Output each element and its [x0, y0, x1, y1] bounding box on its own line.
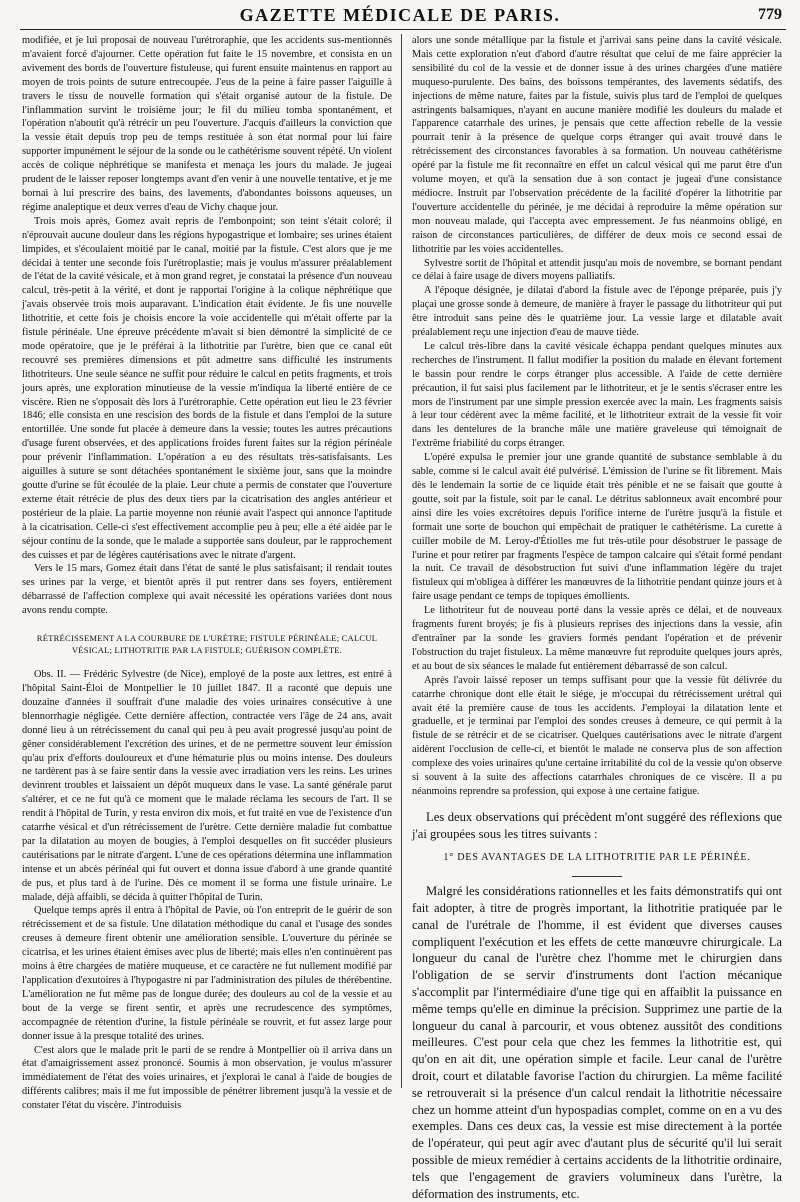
paragraph: A l'époque désignée, je dilatai d'abord la fistule avec de l'éponge préparée, puis j'y plaçai une grosse sonde à demeure, de manière à frayer le passage du lithotriteur qui put être introduit sans peine dès le quatrième jour. La vessie large et dilatable avait préalablement reçu une injection d'eau de mauve tiède. [412, 285, 782, 339]
section-heading: 1° DES AVANTAGES DE LA LITHOTRITIE PAR LE PÉRINÉE. [443, 852, 751, 864]
paragraph: Le calcul très-libre dans la cavité vésicale échappa pendant quelques minutes aux recherches de l'instrument. Il fallut modifier la position du malade en élevant fortement le bassin pour rendre le corps étranger plus accessible. A l'aide de cette dernière précaution, il fut saisi plus facilement par le lithotriteur, et je le sentis s'écraser entre les mors de l'instrument par une simple pression exercée avec la main. Les fragments saisis à leur tour cédèrent avec la même facilité, et le lithotriteur extrait de la vessie fit voir dans les dentelures de la branche mâle une matière graveleuse qui témoignait de l'extrême friabilité du corps étranger. [412, 340, 782, 450]
intro-paragraph: Les deux observations qui précèdent m'ont suggéré des réflexions que j'ai groupées sous les titres suivants : [412, 809, 782, 841]
header-rule [20, 29, 786, 30]
paragraph: L'opéré expulsa le premier jour une grande quantité de substance semblable à du sable, comme si le calcul avait été pulvérisé. L'émission de l'urine se fit librement. Mais dès le lendemain la sortie de ce liquide était très pénible et ne se faisait que goutte à goutte, soit par la fistule, soit par le canal. Le détritus sablonneux avait encombré pour ainsi dire les voies excrétoires depuis l'orifice interne de l'urètre jusqu'à la fistule et formait une sorte de bouchon qui empêchait de pratiquer le cathétérisme. La curette à cuiller mobile de M. Leroy-d'Étiolles me fut très-utile pour désobstruer le passage de l'urine et pour retirer par fragments l'espèce de tampon calcaire qui s'était formé pendant la nuit. Ce travail de désobstruction fut suivi d'une inflammation légère du trajet fistuleux qui m'obligea à différer les manœuvres de la lithotritie pendant quinze jours et à faire usage pendant ce temps de topiques émollients. [412, 452, 782, 603]
heading-rule [572, 876, 622, 877]
paragraph: Vers le 15 mars, Gomez était dans l'état de santé le plus satisfaisant; il rendait toutes ses urines par la verge, et bientôt après il put rentrer dans ses foyers, entièrement débarrassé de l'affection complexe qui avait nécessité les opérations variées dont nous avons rendu compte. [22, 563, 392, 617]
reflections-section [412, 809, 782, 1202]
page-number: 779 [758, 6, 782, 23]
paragraph: Quelque temps après il entra à l'hôpital de Pavie, où l'on entreprit de le guérir de son rétrécissement et de sa fistule. Une dilatation méthodique du canal et l'usage des sondes creuses à demeure firent obtenir une amélioration sensible. L'ouverture du périnée se cicatrisa, et les urines étaient émises avec plus de liberté; mais elles n'en continuèrent pas moins à être chargées de matière muqueuse, et ce caractère ne fut nullement modifié par l'application d'exutoires à l'hypogastre ni par l'administration des pilules de thérébentine. L'amélioration ne fut même pas de longue durée; des douleurs au col de la vessie et au bout de la verge se firent sentir, et après une recrudescence des symptômes, accompagnée de rétention d'urine, la fistule périnéale se rouvrit, et fut assez large pour donner issue à la presque totalité des urines. [22, 905, 392, 1042]
paragraph: Après l'avoir laissé reposer un temps suffisant pour que la vessie fût délivrée du catarrhe chronique dont elle était le siége, je m'occupai du rétrécissement urétral qui avait été la première cause de tous les accidents. J'employai la dilatation lente et graduelle, et je terminai par l'emploi des sondes creuses à demeure, ce qui permit à la fistule de se rétrécir et de se cicatriser. Quelques cautérisations avec le nitrate d'argent aidèrent l'occlusion de celle-ci, et bientôt le malade ne conserva plus de son affection complexe des voies urinaires qu'une certaine irritabilité du col de la vessie qu'on observe si souvent à la suite des affections catarrhales chroniques de ce viscère. Il a pu néanmoins reprendre sa profession, qui expose à une certaine fatigue. [412, 674, 782, 797]
left-column [22, 34, 392, 1112]
paragraph: Malgré les considérations rationnelles et les faits démonstratifs qui ont fait adopter, à titre de progrès important, la lithotritie pratiquée par le canal de l'urétrale de l'homme, il est évident que diverses causes compliquent l'exécution et les effets de cette manœuvre chirurgicale. La longueur du canal de l'urètre chez l'homme met le chirurgien dans l'obligation de se servir d'instruments dont l'action mécanique s'accomplit par l'intermédiaire d'une tige qui en affaiblit la puissance en même temps qu'elle en diminue la précision. Supprimez une partie de la longueur du canal à parcourir, et vous obtenez aussitôt des conditions meilleures. C'est pour cela que chez les femmes la lithotritie est, qui qu'on en ait dit, une opération simple et facile. Leur canal de l'urètre droit, court et dilatable favorise l'action du chirurgien. La même facilité se retrouverait si la présence d'un calcul rendait la lithotritie nécessaire chez un homme atteint d'un hypospadias complet, comme on en a vu des exemples. Dans ces deux cas, la vessie est mise directement à la portée de l'opérateur, qui peut agir avec d'autant plus de sécurité qu'il lui serait possible de mieux remédier à certains accidents de la lithotritie ordinaire, tels que l'engagement de graviers volumineux dans l'urètre, la déformation des instruments, etc. [412, 884, 782, 1201]
paragraph: alors une sonde métallique par la fistule et j'arrivai sans peine dans la cavité vésicale. Mais cette exploration n'eut d'abord d'autre résultat que celui de me faire apprécier la sensibilité du col de la vessie et de donner issue à des urines chargées d'une matière muqueso-purulente. Des bains, des boissons tempérantes, des lavements sédatifs, des injections de même nature, faites par la fistule, suivis plus tard de l'emploi de quelques astringents balsamiques, n'ayant en aucune manière modifié les douleurs du malade et l'apparence catarrhale des urines, je pensais que cette affection rebelle de la vessie pourrait tenir à la présence de quelque corps étranger qui avait trouvé dans le rétrécissement des circonstances favorables à sa formation. Un nouveau cathétérisme opéré par la fistule me fit reconnaître en effet un calcul vésical qui me parut être d'un volume moyen, et qu'à la sensation due à son contact je jugeai d'une consistance médiocre. Instruit par l'observation précédente de la facilité d'opérer la lithotritie par l'ouverture accidentelle du périnée, je me décidai à reproduire la même opération sur mon nouveau malade, qui l'accepta avec empressement. Je fus néanmoins obligé, en raison de circonstances particulières, de différer de deux mois ce second essai de lithotritie par les voies accidentelles. [412, 35, 782, 255]
right-column [412, 34, 782, 1201]
paragraph: C'est alors que le malade prit le parti de se rendre à Montpellier où il arriva dans un état d'amaigrissement assez prononcé. Soumis à mon observation, je voulus m'assurer immédiatement de l'état des voies urinaires, et j'explorai le canal à l'aide de bougies de différents calibres; mais il me fut impossible de pénétrer librement jusqu'à la vessie et de constater l'état du viscère. J'introduisis [22, 1044, 392, 1112]
paragraph: Sylvestre sortit de l'hôpital et attendit jusqu'au mois de novembre, se bornant pendant ce délai à faire usage de divers moyens palliatifs. [412, 257, 782, 283]
paragraph: Trois mois après, Gomez avait repris de l'embonpoint; son teint s'était coloré; il n'éprouvait aucune douleur dans les régions hypogastrique et lombaire; ses urines étaient limpides, et s'écoulaient moitié par le canal, moitié par la fistule. C'est alors que je me décidai à tenter une seconde fois l'urétroplastie; mais je voulus m'assurer préalablement de l'état de la cavité vésicale, et à mon grand regret, je constatai la présence d'un nouveau calcul, très-petit à la vérité, et dont je rapportai l'origine à la colique néphrétique que j'avais observée trois mois auparavant. L'indication était évidente. Je fis une nouvelle lithotritie, et cette fois je choisis encore la voie accidentelle qui m'était offerte par la fistule périnéale. Une épreuve précédente m'avait si bien démontré la simplicité de ce mode opératoire, que je le préférai à la lithotritie par l'urètre, bien que ce canal eût recouvré ses premières dimensions et pût admettre sans difficulté les instruments lithotriteurs. Une seule séance ne suffit pour réduire le calcul en petits fragments, et trois jours après, une exploration minutieuse de la vessie m'indiqua la liberté entière de ce viscère. Rien ne s'opposait dès lors à l'urétroraphie. Cette opération eut lieu le 23 février 1846; elle consista en une rescision des bords de la fistule et dans l'emploi de la suture entortillée. Une sonde fut placée à demeure dans la vessie; toutes les autres précautions d'usage furent observées, et des applications froides furent faites sur la région périnéale pour prévenir l'inflammation. L'opération a eu des résultats très-satisfaisants. Les aiguilles à suture se sont détachées spontanément le sixième jour, sans que la moindre goutte d'urine se fût écoulée de la plaie. Leur chute a permis de constater que l'ouverture externe était rétrécie de plus des deux tiers par la cicatrisation des angles antérieur et postérieur de la plaie. La partie moyenne non réunie avait l'aspect qui annonce l'aptitude à la cicatrisation. Celle-ci s'est effectivement accomplie peu à peu; elle a été aidée par le séjour continu de la sonde, que le malade a supportée sans douleur, par le rapprochement des cuisses et par de légères cautérisations avec le nitrate d'argent. [22, 215, 392, 561]
journal-title: GAZETTE MÉDICALE DE PARIS. [239, 5, 561, 25]
paragraph: modifiée, et je lui proposai de nouveau l'urétroraphie, que les accidents sus-mentionnés m'avaient forcé d'ajourner. Cette opération fut faite le 15 novembre, et consista en un avivement des bords de l'ouverture fistuleuse, qui furent ensuite maintenus en rapport au moyen de trois points de suture entrecoupée. J'eus de la peine à faire passer l'aiguille à travers le tissu de nouvelle formation qui s'était organisé autour de la fistule. De l'inflammation survint le troisième jour; le fil du milieu tomba spontanément, et l'opération n'aboutit qu'à rétrécir un peu l'ouverture. J'acquis d'ailleurs la conviction que la vessie était depuis trop peu de temps restituée à son état normal pour lui faire supporter impunément le séjour de la sonde ou le cathétérisme souvent répété. Un violent accès de colique néphrétique se manifesta et menaça les jours du malade. Je jugeai prudent de le laisser reposer longtemps avant d'en venir à une nouvelle tentative, et je me bornai à lui prescrire des bains, des lavements, d'abondantes boissons aqueuses, un régime analeptique et deux verres d'eau de Vichy chaque jour. [22, 35, 392, 213]
paragraph: Obs. II. — Frédéric Sylvestre (de Nice), employé de la poste aux lettres, est entré à l'hôpital Saint-Éloi de Montpellier le 10 juillet 1847. Il a raconté que depuis une douzaine d'années il souffrait d'une maladie des voies urinaires consécutive à une blennorrhagie négligée. Cette dernière affection, contractée vers l'âge de 24 ans, avait donné lieu à un rétrécissement du canal qui peu à peu avait progressé jusqu'au point de gêner considérablement l'excrétion des urines, et de ne permettre souvent leur émission qu'au prix d'efforts douloureux et d'une hématurie plus ou moins intense. Des douleurs ne tardèrent pas à se faire sentir dans la vessie avec irradiation vers les reins. Les urines devinrent troubles et laissaient un dépôt muqueux dans le vase. La santé générale parut s'altérer, et ce ne fut qu'à ce moment que le malade réclama les secours de l'art. Il se rendit à l'hôpital de Turin, y resta environ dix mois, et fut traité en vue de l'existence d'un catarrhe vésical et d'un rétrécissement de l'urètre. Cette dernière maladie fut combattue par la dilatation au moyen de bougies, à l'emploi desquelles on fit succéder plusieurs cautérisations par le nitrate d'argent. L'une de ces opérations détermina une inflammation intense et un abcès périnéal qui fut ouvert et donna issue d'abord à une grande quantité de pus, et plus tard à de l'urine. Dès ce moment il se forma une fistule urinaire. Le malade, déjà affaibli, se décida à quitter l'hôpital de Turin. [22, 669, 392, 903]
column-divider [401, 34, 402, 1088]
page-header [0, 0, 800, 30]
paragraph: Le lithotriteur fut de nouveau porté dans la vessie après ce délai, et de nouveaux fragments furent broyés; je fis à plusieurs reprises des injections dans la vessie, afin d'entraîner par la sonde les graviers formés pendant l'opération et de prévenir l'obstruction du trajet fistuleux. La même manœuvre fut reproduite quelques jours après, et au bout de six séances le malade fut entièrement débarrassé de son calcul. [412, 605, 782, 672]
observation-title: RÉTRÉCISSEMENT A LA COURBURE DE L'URÈTRE; FISTULE PÉRINÉALE; CALCUL VÉSICAL; LITHOTRITIE PAR LA FISTULE; GUÉRISON COMPLÈTE. [36, 633, 378, 656]
